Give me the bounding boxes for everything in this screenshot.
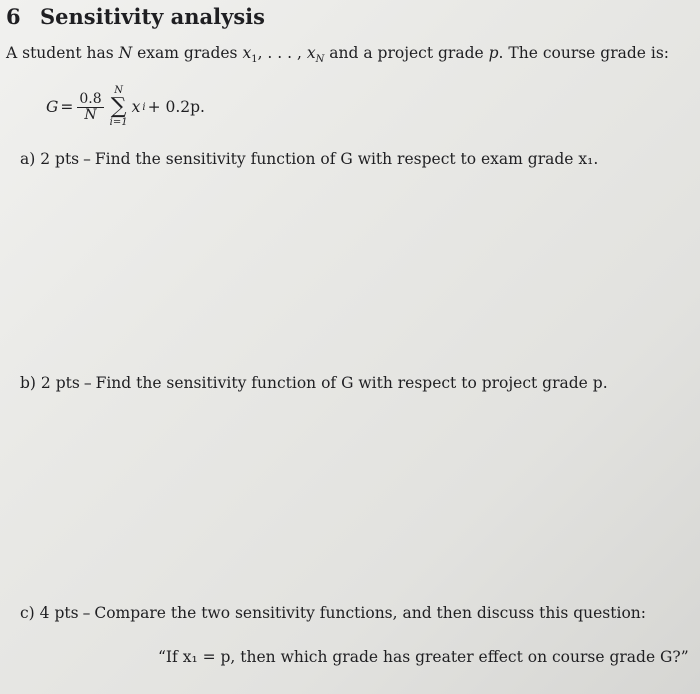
discussion-quote: “If x₁ = p, then which grade has greater effect on course grade G?”: [158, 648, 689, 666]
question-a: a) 2 pts – Find the sensitivity function of G with respect to exam grade x₁.: [20, 150, 599, 168]
fraction: $\frac{0.8}{N}$: [79, 90, 102, 123]
summation-symbol: N ∑ i=1: [109, 85, 128, 128]
question-c: c) 4 pts – Compare the two sensitivity functions, and then discuss this question:: [20, 604, 646, 622]
section-title: Sensitivity analysis: [40, 4, 265, 29]
course-grade-formula: G = $\frac{0.8}{N}$ N ∑ i=1 x i + 0.2p.: [46, 85, 205, 128]
intro-paragraph: A student has N exam grades $x_1$, . . . , $x_N$ and a project grade p. The course grade is:: [6, 44, 670, 66]
section-number: 6: [6, 4, 21, 29]
question-b: b) 2 pts – Find the sensitivity function of G with respect to project grade p.: [20, 374, 608, 392]
